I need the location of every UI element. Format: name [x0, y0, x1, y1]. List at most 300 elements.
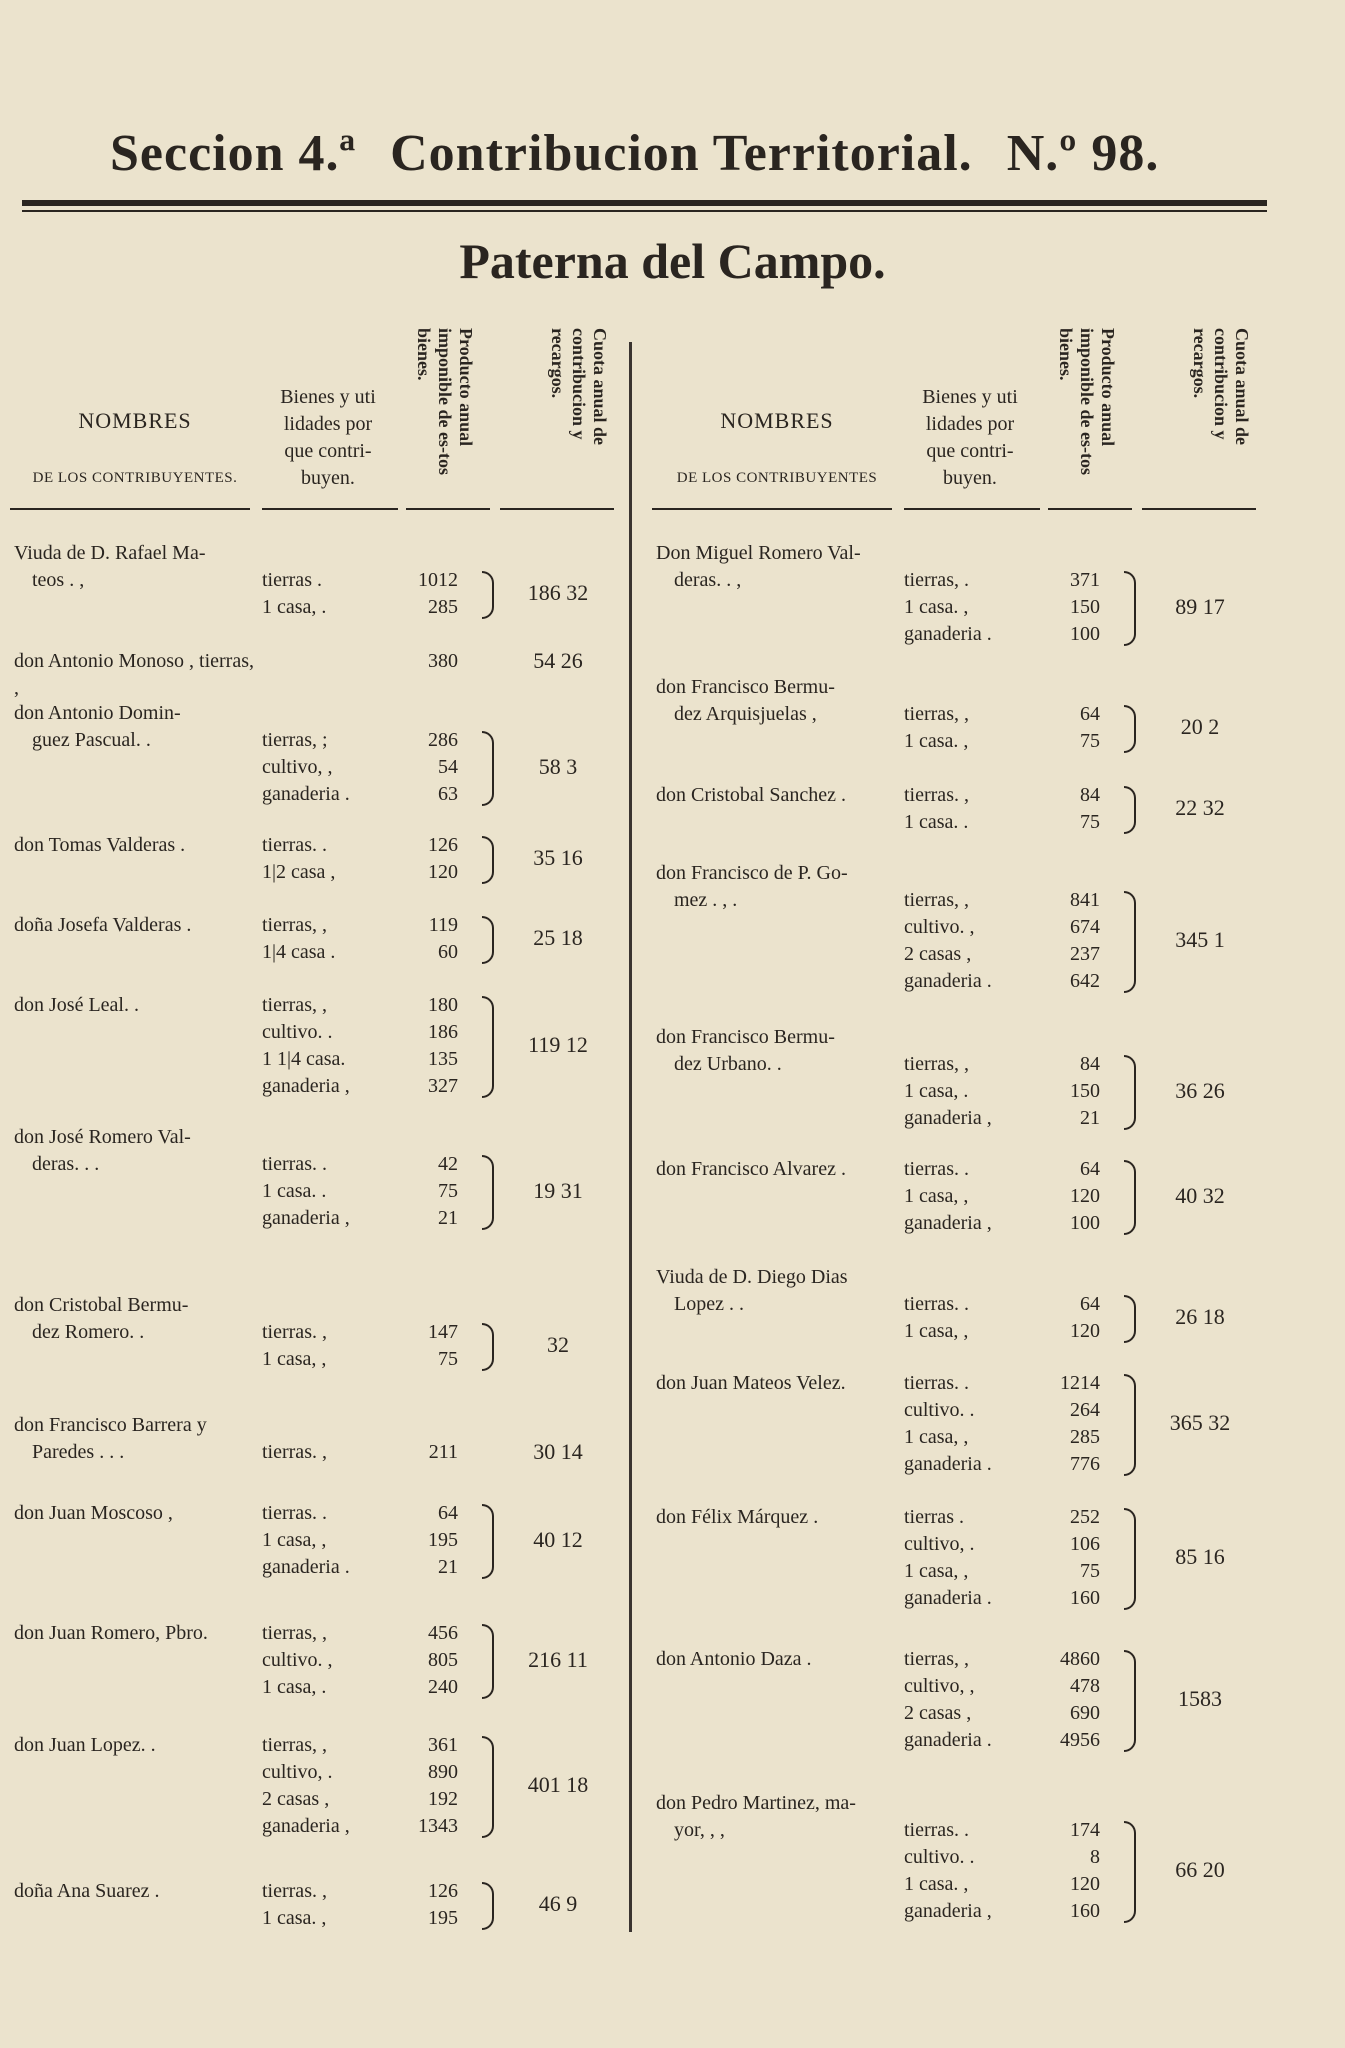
- property-value: 150: [1070, 596, 1100, 618]
- contribuyentes-heading: DE LOS CONTRIBUYENTES.: [32, 470, 238, 486]
- property-value: 75: [438, 1348, 458, 1370]
- property-type: tierras .: [904, 1506, 964, 1528]
- property-value: 84: [1080, 1053, 1100, 1075]
- header-underline: [652, 508, 892, 510]
- property-type: ganaderia .: [262, 783, 350, 805]
- property-value: 75: [1080, 730, 1100, 752]
- property-type: tierras, ,: [904, 1053, 969, 1075]
- taxpayer-name-line: don Antonio Monoso , tierras, ,: [14, 650, 254, 699]
- property-type: tierras. ,: [904, 784, 969, 806]
- property-list: [904, 1370, 1124, 1478]
- taxpayer-name: [656, 540, 896, 594]
- property-value: 195: [428, 1907, 458, 1929]
- property-type: tierras. ,: [262, 1441, 327, 1463]
- property-type: ganaderia .: [904, 1453, 992, 1475]
- property-type: tierras. .: [262, 834, 327, 856]
- grouping-brace: [1124, 705, 1136, 753]
- property-row: [262, 912, 482, 939]
- property-type: ganaderia ,: [262, 1815, 350, 1837]
- header-underline: [262, 508, 398, 510]
- property-value: 64: [438, 1502, 458, 1524]
- taxpayer-name: [14, 992, 254, 1019]
- taxpayer-name-line: dez Romero. .: [32, 1321, 145, 1343]
- cuota-value: 30 14: [533, 1438, 583, 1464]
- property-type: tierras, ,: [262, 914, 327, 936]
- taxpayer-name-line: don Cristobal Sanchez .: [656, 784, 846, 806]
- property-type: ganaderia .: [904, 970, 992, 992]
- taxpayer-name: [656, 1504, 896, 1531]
- taxpayer-name-line: deras. . .: [32, 1153, 100, 1175]
- property-row: [904, 1898, 1124, 1925]
- property-value: 63: [438, 783, 458, 805]
- property-value: 4860: [1060, 1648, 1100, 1670]
- cuota-heading: Cuota anual de contribucion y recargos.: [1190, 328, 1252, 446]
- property-row: [904, 567, 1124, 594]
- property-type: 1 casa, ,: [904, 1426, 969, 1448]
- property-row: [262, 594, 482, 621]
- property-type: tierras, .: [904, 569, 969, 591]
- property-value: 8: [1090, 1846, 1100, 1868]
- property-value: 54: [438, 756, 458, 778]
- property-value: 75: [1080, 811, 1100, 833]
- right-column: [652, 0, 1272, 2048]
- property-value: 371: [1070, 569, 1100, 591]
- property-row: [904, 1183, 1124, 1210]
- property-type: 1 casa. .: [262, 1180, 327, 1202]
- section-label: Seccion 4.ª: [110, 125, 357, 182]
- property-row: [904, 1051, 1124, 1078]
- property-row: [904, 1318, 1124, 1345]
- taxpayer-name-line: don Pedro Martinez, ma-: [656, 1792, 856, 1814]
- taxpayer-name-line: dez Urbano. .: [674, 1053, 782, 1075]
- property-value: 174: [1070, 1819, 1100, 1841]
- grouping-brace: [482, 1504, 494, 1579]
- property-type: 2 casas ,: [904, 1702, 972, 1724]
- grouping-brace: [482, 731, 494, 806]
- header-underline: [500, 508, 614, 510]
- property-value: 120: [1070, 1185, 1100, 1207]
- property-value: 1012: [418, 569, 458, 591]
- cuota-value: 365 32: [1169, 1410, 1231, 1435]
- taxpayer-name-line: don Juan Lopez. .: [14, 1734, 156, 1756]
- property-list: [262, 567, 482, 621]
- property-value: 84: [1080, 784, 1100, 806]
- grouping-brace: [1124, 1650, 1136, 1752]
- property-value: 1214: [1060, 1372, 1100, 1394]
- property-type: ganaderia .: [904, 1587, 992, 1609]
- property-list: [262, 1620, 482, 1701]
- property-row: [904, 887, 1124, 914]
- property-row: [904, 1673, 1124, 1700]
- nombres-heading: NOMBRES: [78, 408, 192, 433]
- property-list: [262, 1319, 482, 1373]
- left-table-header: [10, 300, 630, 510]
- producto-heading: Producto anual imponible de es-tos bienes.: [1056, 328, 1118, 476]
- property-row: [904, 1585, 1124, 1612]
- property-row: [904, 1727, 1124, 1754]
- property-value: 252: [1070, 1506, 1100, 1528]
- property-type: 1|4 casa .: [262, 941, 336, 963]
- cuota-value: 186 32: [527, 580, 589, 605]
- cuota-value: 22 32: [1175, 795, 1225, 820]
- property-value: 100: [1070, 623, 1100, 645]
- property-list: [262, 648, 482, 675]
- property-type: tierras. .: [904, 1372, 969, 1394]
- property-value: 21: [1080, 1107, 1100, 1129]
- property-row: [262, 567, 482, 594]
- property-row: [262, 1178, 482, 1205]
- property-row: [262, 1439, 482, 1466]
- property-type: cultivo. ,: [904, 916, 975, 938]
- cuota-value: 32: [547, 1332, 569, 1357]
- taxpayer-name: [14, 700, 254, 754]
- cuota-value: 25 18: [533, 925, 583, 950]
- property-type: tierras .: [262, 569, 322, 591]
- property-type: tierras, ,: [262, 1734, 327, 1756]
- property-row: [262, 859, 482, 886]
- property-type: ganaderia .: [904, 623, 992, 645]
- contribuyentes-heading: DE LOS CONTRIBUYENTES: [676, 470, 878, 486]
- property-row: [904, 1646, 1124, 1673]
- taxpayer-name: [14, 832, 254, 859]
- property-type: tierras, ,: [904, 1648, 969, 1670]
- property-value: 361: [428, 1734, 458, 1756]
- property-row: [262, 1905, 482, 1932]
- taxpayer-name-line: deras. . ,: [674, 569, 742, 591]
- taxpayer-name-line: don Antonio Daza .: [656, 1648, 812, 1670]
- property-row: [904, 1210, 1124, 1237]
- property-type: ganaderia ,: [904, 1107, 992, 1129]
- taxpayer-name-line: don Francisco de P. Go-: [656, 862, 848, 884]
- cuota-value: 85 16: [1175, 1544, 1225, 1569]
- header-underline: [406, 508, 490, 510]
- property-row: [904, 914, 1124, 941]
- grouping-brace: [1124, 786, 1136, 834]
- property-row: [262, 1151, 482, 1178]
- property-list: [262, 832, 482, 886]
- taxpayer-name-line: Viuda de D. Rafael Ma-: [14, 542, 206, 564]
- taxpayer-name-line: Viuda de D. Diego Dias: [656, 1266, 848, 1288]
- property-type: 1 casa. ,: [904, 596, 969, 618]
- property-type: tierras. .: [904, 1819, 969, 1841]
- property-value: 100: [1070, 1212, 1100, 1234]
- property-type: 1 casa. ,: [904, 1873, 969, 1895]
- cuota-value: 401 18: [527, 1772, 589, 1797]
- property-type: 1 casa, .: [262, 596, 327, 618]
- property-value: 147: [428, 1321, 458, 1343]
- grouping-brace: [482, 996, 494, 1098]
- cuota-value: 26 18: [1175, 1304, 1225, 1329]
- grouping-brace: [1124, 1821, 1136, 1923]
- property-row: [262, 1674, 482, 1701]
- property-value: 106: [1070, 1533, 1100, 1555]
- property-value: 841: [1070, 889, 1100, 911]
- property-row: [904, 1451, 1124, 1478]
- property-row: [904, 621, 1124, 648]
- property-row: [904, 1424, 1124, 1451]
- property-type: 1 casa. ,: [262, 1907, 327, 1929]
- property-row: [262, 1647, 482, 1674]
- cuota-value: 66 20: [1175, 1857, 1225, 1882]
- property-value: 237: [1070, 943, 1100, 965]
- town-title: Paterna del Campo.: [459, 233, 886, 289]
- taxpayer-name: [14, 1878, 254, 1905]
- property-row: [262, 1732, 482, 1759]
- property-row: [904, 1078, 1124, 1105]
- property-row: [904, 941, 1124, 968]
- property-row: [262, 1046, 482, 1073]
- property-type: 1 casa, ,: [262, 1529, 327, 1551]
- taxpayer-name-line: doña Josefa Valderas .: [14, 914, 192, 936]
- property-list: [904, 1156, 1124, 1237]
- taxpayer-name: [656, 860, 896, 914]
- property-row: [904, 594, 1124, 621]
- taxpayer-name-line: doña Ana Suarez .: [14, 1880, 160, 1902]
- grouping-brace: [1124, 571, 1136, 646]
- property-type: cultivo, .: [904, 1533, 975, 1555]
- grouping-brace: [482, 916, 494, 964]
- property-value: 64: [1080, 703, 1100, 725]
- property-type: cultivo. .: [904, 1399, 975, 1421]
- property-row: [262, 727, 482, 754]
- property-row: [904, 1504, 1124, 1531]
- property-value: 119: [428, 914, 458, 936]
- property-value: 240: [428, 1676, 458, 1698]
- property-row: [262, 1346, 482, 1373]
- property-row: [904, 1871, 1124, 1898]
- property-list: [904, 1646, 1124, 1754]
- property-list: [262, 1732, 482, 1840]
- grouping-brace: [1124, 1160, 1136, 1235]
- property-list: [904, 1817, 1124, 1925]
- bienes-heading: Bienes y uti lidades por que contri- buyen.: [922, 386, 1018, 489]
- taxpayer-name-line: Lopez . .: [674, 1293, 744, 1315]
- header-underline: [10, 508, 250, 510]
- left-column: [10, 0, 630, 2048]
- property-row: [904, 782, 1124, 809]
- property-row: [904, 968, 1124, 995]
- property-value: 160: [1070, 1587, 1100, 1609]
- property-value: 180: [428, 994, 458, 1016]
- taxpayer-name-line: dez Arquisjuelas ,: [674, 703, 817, 725]
- bienes-heading: Bienes y uti lidades por que contri- buyen.: [280, 386, 376, 489]
- property-value: 186: [428, 1021, 458, 1043]
- property-row: [904, 1700, 1124, 1727]
- property-type: 1 casa. ,: [904, 730, 969, 752]
- property-value: 285: [1070, 1426, 1100, 1448]
- property-type: tierras. .: [904, 1293, 969, 1315]
- property-list: [904, 887, 1124, 995]
- property-type: tierras. ,: [262, 1321, 327, 1343]
- property-value: 285: [428, 596, 458, 618]
- property-value: 75: [1080, 1560, 1100, 1582]
- property-type: ganaderia ,: [904, 1212, 992, 1234]
- property-row: [904, 1397, 1124, 1424]
- grouping-brace: [482, 1882, 494, 1930]
- property-list: [904, 1504, 1124, 1612]
- property-list: [904, 1051, 1124, 1132]
- property-value: 690: [1070, 1702, 1100, 1724]
- taxpayer-name: [656, 1156, 896, 1183]
- property-value: 135: [428, 1048, 458, 1070]
- property-row: [262, 1759, 482, 1786]
- property-type: cultivo, ,: [262, 756, 333, 778]
- taxpayer-name: [656, 1646, 896, 1673]
- property-row: [262, 1019, 482, 1046]
- taxpayer-name-line: don Francisco Barrera y: [14, 1414, 207, 1436]
- property-type: 2 casas ,: [262, 1788, 330, 1810]
- taxpayer-name: [14, 540, 254, 594]
- right-table-header: [652, 300, 1272, 510]
- property-list: [262, 1878, 482, 1932]
- grouping-brace: [1124, 1055, 1136, 1130]
- property-type: tierras. .: [904, 1158, 969, 1180]
- property-row: [262, 1205, 482, 1232]
- taxpayer-name: [14, 1620, 254, 1647]
- taxpayer-name: [14, 1412, 254, 1466]
- taxpayer-name-line: don Francisco Bermu-: [656, 1026, 835, 1048]
- property-type: cultivo. .: [262, 1021, 333, 1043]
- taxpayer-name-line: don Francisco Bermu-: [656, 676, 835, 698]
- property-type: 1 casa, .: [904, 1080, 969, 1102]
- property-row: [262, 1554, 482, 1581]
- property-row: [904, 1817, 1124, 1844]
- property-value: 890: [428, 1761, 458, 1783]
- taxpayer-name: [656, 1790, 896, 1844]
- property-value: 456: [428, 1622, 458, 1644]
- cuota-value: 345 1: [1175, 927, 1225, 952]
- taxpayer-name: [14, 1500, 254, 1527]
- property-value: 1343: [418, 1815, 458, 1837]
- property-value: 776: [1070, 1453, 1100, 1475]
- taxpayer-name-line: don Tomas Valderas .: [14, 834, 186, 856]
- taxpayer-name: [656, 1264, 896, 1318]
- property-row: [262, 754, 482, 781]
- property-type: ganaderia ,: [904, 1900, 992, 1922]
- header-underline: [904, 508, 1040, 510]
- property-type: tierras, ,: [262, 994, 327, 1016]
- property-type: ganaderia ,: [262, 1075, 350, 1097]
- taxpayer-name: [656, 674, 896, 728]
- property-type: 1 casa, ,: [904, 1320, 969, 1342]
- taxpayer-name-line: guez Pascual. .: [32, 729, 151, 751]
- property-row: [904, 1558, 1124, 1585]
- property-value: 126: [428, 1880, 458, 1902]
- property-value: 160: [1070, 1900, 1100, 1922]
- property-list: [262, 1439, 482, 1466]
- property-type: 1 casa, ,: [904, 1185, 969, 1207]
- cuota-value: 216 11: [528, 1646, 588, 1672]
- property-type: 1 casa, .: [262, 1676, 327, 1698]
- taxpayer-name-line: mez . , .: [674, 889, 738, 911]
- cuota-value: 20 2: [1180, 714, 1220, 739]
- taxpayer-name: [14, 1292, 254, 1346]
- taxpayer-name: [656, 782, 896, 809]
- property-row: [262, 781, 482, 808]
- taxpayer-name-line: don Juan Moscoso ,: [14, 1502, 173, 1524]
- property-type: cultivo. ,: [262, 1649, 333, 1671]
- grouping-brace: [1124, 1295, 1136, 1343]
- taxpayer-name: [14, 648, 254, 702]
- cuota-value: 89 17: [1175, 593, 1225, 619]
- taxpayer-name: [14, 1732, 254, 1759]
- property-value: 21: [438, 1207, 458, 1229]
- property-type: 1 1|4 casa.: [262, 1048, 346, 1070]
- property-row: [262, 1878, 482, 1905]
- property-list: [904, 782, 1124, 836]
- cuota-value: 1583: [1178, 1686, 1222, 1711]
- header-underline: [1048, 508, 1132, 510]
- property-type: tierras. .: [262, 1502, 327, 1524]
- cuota-value: 36 26: [1175, 1077, 1225, 1103]
- taxpayer-name: [656, 1370, 896, 1397]
- cuota-value: 19 31: [533, 1177, 583, 1203]
- property-type: tierras, ,: [904, 703, 969, 725]
- cuota-value: 119 12: [528, 1032, 588, 1057]
- property-value: 674: [1070, 916, 1100, 938]
- nombres-heading: NOMBRES: [720, 408, 834, 433]
- property-row: [262, 1319, 482, 1346]
- cuota-value: 35 16: [533, 845, 583, 870]
- property-row: [904, 1105, 1124, 1132]
- taxpayer-name-line: don Juan Mateos Velez.: [656, 1372, 846, 1394]
- property-value: 264: [1070, 1399, 1100, 1421]
- taxpayer-name-line: yor, , ,: [674, 1819, 725, 1841]
- property-list: [904, 567, 1124, 648]
- grouping-brace: [482, 1155, 494, 1230]
- property-row: [262, 1813, 482, 1840]
- property-value: 327: [428, 1075, 458, 1097]
- property-list: [904, 1291, 1124, 1345]
- property-row: [262, 1527, 482, 1554]
- taxpayer-name-line: don Juan Romero, Pbro.: [14, 1622, 208, 1644]
- property-type: ganaderia .: [262, 1556, 350, 1578]
- property-type: tierras, ;: [262, 729, 328, 751]
- property-type: tierras, ,: [904, 889, 969, 911]
- header-underline: [1142, 508, 1256, 510]
- grouping-brace: [482, 571, 494, 619]
- property-type: 1 casa, ,: [262, 1348, 327, 1370]
- property-row: [904, 1291, 1124, 1318]
- taxpayer-name-line: Don Miguel Romero Val-: [656, 542, 861, 564]
- property-value: 75: [438, 1180, 458, 1202]
- property-row: [262, 1500, 482, 1527]
- tax-title: Contribucion Territorial.: [390, 125, 973, 182]
- cuota-value: 46 9: [538, 1891, 578, 1916]
- property-row: [904, 809, 1124, 836]
- taxpayer-name: [14, 912, 254, 939]
- cuota-value: 54 26: [533, 647, 583, 673]
- property-value: 211: [428, 1441, 458, 1463]
- property-list: [262, 1500, 482, 1581]
- property-value: 21: [438, 1556, 458, 1578]
- property-value: 64: [1080, 1293, 1100, 1315]
- property-type: tierras, ,: [262, 1622, 327, 1644]
- property-value: 478: [1070, 1675, 1100, 1697]
- taxpayer-name-line: Paredes . . .: [32, 1441, 125, 1463]
- property-list: [904, 701, 1124, 755]
- property-type: tierras. ,: [262, 1880, 327, 1902]
- producto-heading: Producto anual imponible de es-tos bienes.: [414, 328, 476, 476]
- property-type: cultivo, .: [262, 1761, 333, 1783]
- property-type: tierras. .: [262, 1153, 327, 1175]
- cuota-heading: Cuota anual de contribucion y recargos.: [548, 328, 610, 446]
- taxpayer-name-line: teos . ,: [32, 569, 85, 591]
- property-row: [904, 1531, 1124, 1558]
- property-value: 380: [428, 650, 458, 672]
- grouping-brace: [482, 1323, 494, 1371]
- property-list: [262, 727, 482, 808]
